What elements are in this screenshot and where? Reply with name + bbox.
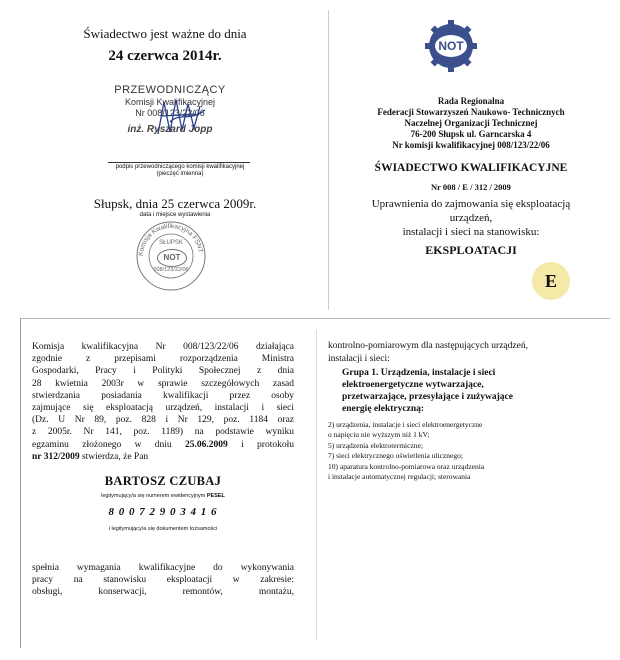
not-logo	[425, 20, 477, 72]
page-separator	[20, 318, 610, 319]
signature-icon	[150, 92, 220, 142]
position-name: EKSPLOATACJI	[425, 243, 517, 257]
round-stamp-city: SŁUPSK	[159, 240, 183, 246]
holder-name: BARTOSZ CZUBAJ	[104, 474, 222, 488]
paragraph-line: Komisja kwalifikacyjna Nr 008/123/22/06 działająca	[32, 342, 294, 352]
group-line: elektroenergetyczne wytwarzające,	[342, 380, 484, 390]
round-stamp	[135, 220, 207, 292]
federation-name: Federacji Stowarzyszeń Naukowo- Technicznych	[377, 107, 565, 117]
bottom-fold-line	[316, 330, 317, 640]
signature-line	[108, 162, 250, 163]
protocol-prefix: i protokołu	[241, 439, 294, 450]
group-line: energię elektryczną:	[342, 404, 425, 414]
category-badge: E	[532, 262, 570, 300]
not-logo-text: NOT	[438, 39, 464, 53]
authorization-line-3: instalacji i sieci na stanowisku:	[402, 226, 540, 238]
certificate-number: Nr 008 / E / 312 / 2009	[431, 182, 511, 192]
requirements-line: pracy na stanowisku eksploatacji w zakresie:	[32, 575, 294, 585]
paragraph-line: (Dz. U Nr 89, poz. 828 i Nr 129, poz. 1184 oraz	[32, 415, 294, 426]
stamp-line1: Komisji Kwalifikacyjnej	[124, 97, 216, 107]
place-date-caption: data i miejsce wystawienia	[139, 212, 211, 218]
exam-line	[32, 439, 294, 451]
exam-date: 25.06.2009	[185, 439, 228, 450]
stamp-title: PRZEWODNICZĄCY	[114, 84, 226, 96]
valid-until-date: 24 czerwca 2014r.	[108, 48, 222, 64]
paragraph-line: zgodnie z przepisami rozporządzenia Ministra	[32, 354, 294, 365]
commission-paragraph	[32, 341, 294, 463]
requirements-line: obsługi, konserwacji, remontów, montażu,	[32, 587, 294, 597]
pesel-caption-bold: PESEL	[206, 493, 225, 499]
round-stamp-ring-text: Komisja Kwalifikacyjna FSNT	[137, 222, 204, 257]
pesel-caption-text: legitymujący/a się numerem ewidencyjnym	[101, 493, 206, 499]
group-heading	[342, 367, 592, 415]
valid-until-label: Świadectwo jest ważne do dnia	[83, 26, 247, 41]
list-item: 2) urządzenia, instalacje i sieci elektroenergetyczne	[328, 420, 483, 429]
place-date: Słupsk, dnia 25 czerwca 2009r.	[93, 196, 257, 211]
paragraph-line: zajmujące się eksploatacją urządzeń, instalacji i sieci	[32, 403, 294, 414]
left-page-edge	[20, 318, 21, 648]
protocol-line	[32, 451, 294, 463]
authorization-line-1: Uprawnienia do zajmowania się eksploatacją	[371, 198, 571, 210]
protocol-suffix: stwierdza, że Pan	[81, 451, 149, 462]
round-stamp-logo: NOT	[157, 249, 187, 267]
requirements-line: spełnia wymagania kwalifikacyjne do wykonywania	[32, 563, 294, 573]
intro-line-1: kontrolno-pomiarowym dla następujących urządzeń,	[328, 341, 528, 351]
list-item: o napięciu nie wyższym niż 1 kV;	[328, 430, 430, 440]
paragraph-line: stwierdzania posiadania kwalifikacji przez osoby	[32, 390, 294, 401]
authorization-line-2: urządzeń,	[449, 212, 493, 224]
paragraph-line: z 2005r. Nr 141, poz. 1189) na podstawie wyniku	[32, 427, 294, 438]
group-line: przetwarzające, przesyłające i zużywające	[342, 392, 513, 402]
list-item: 5) urządzenia elektrotermiczne;	[328, 440, 423, 450]
qualification-list	[328, 420, 596, 482]
exam-text: egzaminu złożonego w dniu	[32, 439, 172, 450]
address: 76-200 Słupsk ul. Garncarska 4	[410, 129, 532, 139]
group-line: Grupa 1. Urządzenia, instalacje i sieci	[342, 368, 496, 378]
intro-line-2: instalacji i sieci:	[328, 354, 390, 364]
paragraph-line: 28 kwietnia 2003r w sprawie szczegółowych zasad	[32, 378, 294, 389]
round-stamp-number: 008/123/22/06	[153, 267, 189, 273]
list-item: i instalacje automatycznej regulacji; sterowania	[328, 472, 471, 482]
top-fold-line	[328, 10, 329, 310]
council-name: Rada Regionalna	[437, 96, 505, 106]
organization-name: Naczelnej Organizacji Technicznej	[404, 118, 538, 128]
requirements-paragraph	[32, 562, 294, 598]
document-caption: i legitymujący/a się dokumentem tożsamości	[108, 526, 218, 532]
pesel-caption	[32, 493, 294, 499]
pesel-number: 8 0 0 7 2 9 0 3 4 1 6	[108, 506, 218, 518]
stamp-line2: Nr 008/123/22/06	[135, 108, 205, 118]
certificate-title: ŚWIADECTWO KWALIFIKACYJNE	[374, 162, 568, 174]
stamp-name: inż. Ryszard Jopp	[127, 124, 213, 135]
list-item: 7) sieci elektrycznego oświetlenia ulicznego;	[328, 451, 463, 461]
commission-number: Nr komisji kwalifikacyjnej 008/123/22/06	[392, 140, 550, 150]
signature-caption-2: (pieczęć imienna)	[156, 171, 204, 177]
paragraph-line: Gospodarki, Pracy i Polityki Społecznej z dnia	[32, 366, 294, 377]
list-item: 10) aparatura kontrolno-pomiarowa oraz urządzenia	[328, 461, 485, 471]
signature-caption: podpis przewodniczącego komisji kwalifikacyjnej	[115, 164, 245, 170]
protocol-number: nr 312/2009	[32, 451, 80, 462]
